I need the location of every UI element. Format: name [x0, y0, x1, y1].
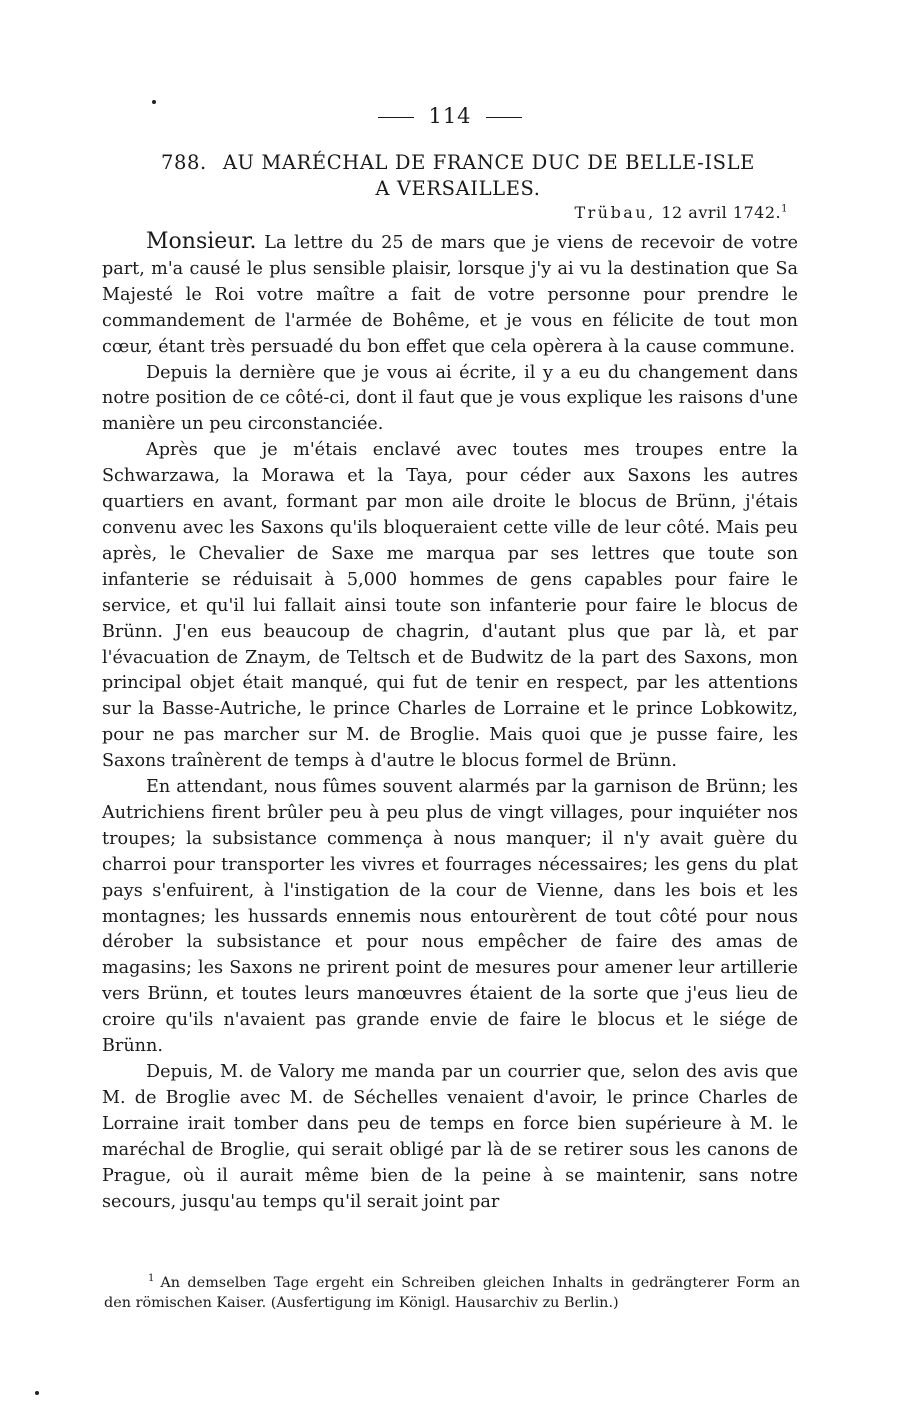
heading-line-1: [118, 150, 798, 176]
heading-title-line-2: A VERSAILLES.: [375, 177, 541, 200]
dateline-footnote-mark: 1: [781, 203, 788, 215]
letter-body: [102, 229, 798, 1215]
scan-speck: [35, 1391, 39, 1395]
footnote-1: [104, 1269, 800, 1313]
dateline: [574, 203, 788, 222]
paragraph-5: Depuis, M. de Valory me manda par un courrier que, selon des avis que M. de Broglie avec M. de Séchelles venaient d'avoir, le prince Charles de Lorraine irait tomber dans peu de temps en force bien supérieure à M. le maréchal de Broglie, qui serait obligé par là de se retirer sous les canons de Prague, où il aurait même bien de la peine à se maintenir, sans notre secours, jusqu'au temps qu'il serait joint par: [102, 1062, 798, 1212]
page-number-dash-right: [486, 117, 522, 118]
letter-number: 788.: [161, 151, 207, 174]
footnote-mark: 1: [148, 1273, 155, 1284]
paragraph-1: [102, 229, 798, 361]
letter-heading: [118, 150, 798, 202]
page-number-dash-left: [378, 117, 414, 118]
page-number: [0, 104, 900, 128]
dateline-date: 12 avril 1742.: [661, 203, 782, 222]
page-number-text: 114: [428, 104, 472, 128]
paragraph-4: En attendant, nous fûmes souvent alarmés par la garnison de Brünn; les Autrichiens firent brûler peu à peu plus de vingt villages, pour inquiéter nos troupes; la subsistance commença à nous manquer; il n'y avait guère du charroi pour transporter les vivres et fourrages nécessaires; les gens du plat pays s'enfuirent, à l'instigation de la cour de Vienne, dans les bois et les montagnes; les hussards ennemis nous entourèrent de tout côté pour nous dérober la subsistance et pour nous empêcher de faire des amas de magasins; les Saxons ne prirent point de mesures pour amener leur artillerie vers Brünn, et toutes leurs manœuvres étaient de la sorte que j'eus lieu de croire qu'ils n'avaient pas grande envie de faire le blocus et le siége de Brünn.: [102, 777, 798, 1057]
salutation: Monsieur.: [146, 229, 257, 254]
paragraph-2: Depuis la dernière que je vous ai écrite, il y a eu du changement dans notre position de ce côté-ci, dont il faut que je vous explique les raisons d'une manière un peu circonstanciée.: [102, 362, 798, 435]
paragraph-3: Après que je m'étais enclavé avec toutes mes troupes entre la Schwarzawa, la Morawa et la Taya, pour céder aux Saxons les autres quartiers en avant, formant par mon aile droite le blocus de Brünn, j'étais convenu avec les Saxons qu'ils bloqueraient cette ville de leur côté. Mais peu après, le Chevalier de Saxe me marqua par ses lettres que toute son infanterie se réduisait à 5,000 hommes de gens capables pour faire le service, et qu'il lui fallait ainsi toute son infanterie pour faire le blocus de Brünn. J'en eus beaucoup de chagrin, d'autant plus que par là, et par l'évacuation de Znaym, de Teltsch et de Budwitz de la part des Saxons, mon principal objet était manqué, qui fut de tenir en respect, par les attentions sur la Basse-Autriche, le prince Charles de Lorraine et le prince Lobkowitz, pour ne pas marcher sur M. de Broglie. Mais quoi que je pusse faire, les Saxons traînèrent de temps à d'autre le blocus formel de Brünn.: [102, 440, 798, 772]
footnote-text: An demselben Tage ergeht ein Schreiben gleichen Inhalts in gedrängterer Form an den römischen Kaiser. (Ausfertigung im Königl. Hausarchiv zu Berlin.): [104, 1274, 800, 1311]
heading-title-line-1: AU MARÉCHAL DE FRANCE DUC DE BELLE-ISLE: [222, 151, 755, 174]
scan-speck: [152, 100, 156, 104]
dateline-place: Trübau,: [574, 203, 656, 222]
footnotes: [104, 1269, 800, 1313]
paragraph-1-text: La lettre du 25 de mars que je viens de recevoir de votre part, m'a causé le plus sensible plaisir, lorsque j'y ai vu la destination que Sa Majesté le Roi votre maître a fait de votre personne pour prendre le commandement de l'armée de Bohême, et je vous en félicite de tout mon cœur, étant très persuadé du bon effet que cela opèrera à la cause commune.: [102, 233, 798, 357]
